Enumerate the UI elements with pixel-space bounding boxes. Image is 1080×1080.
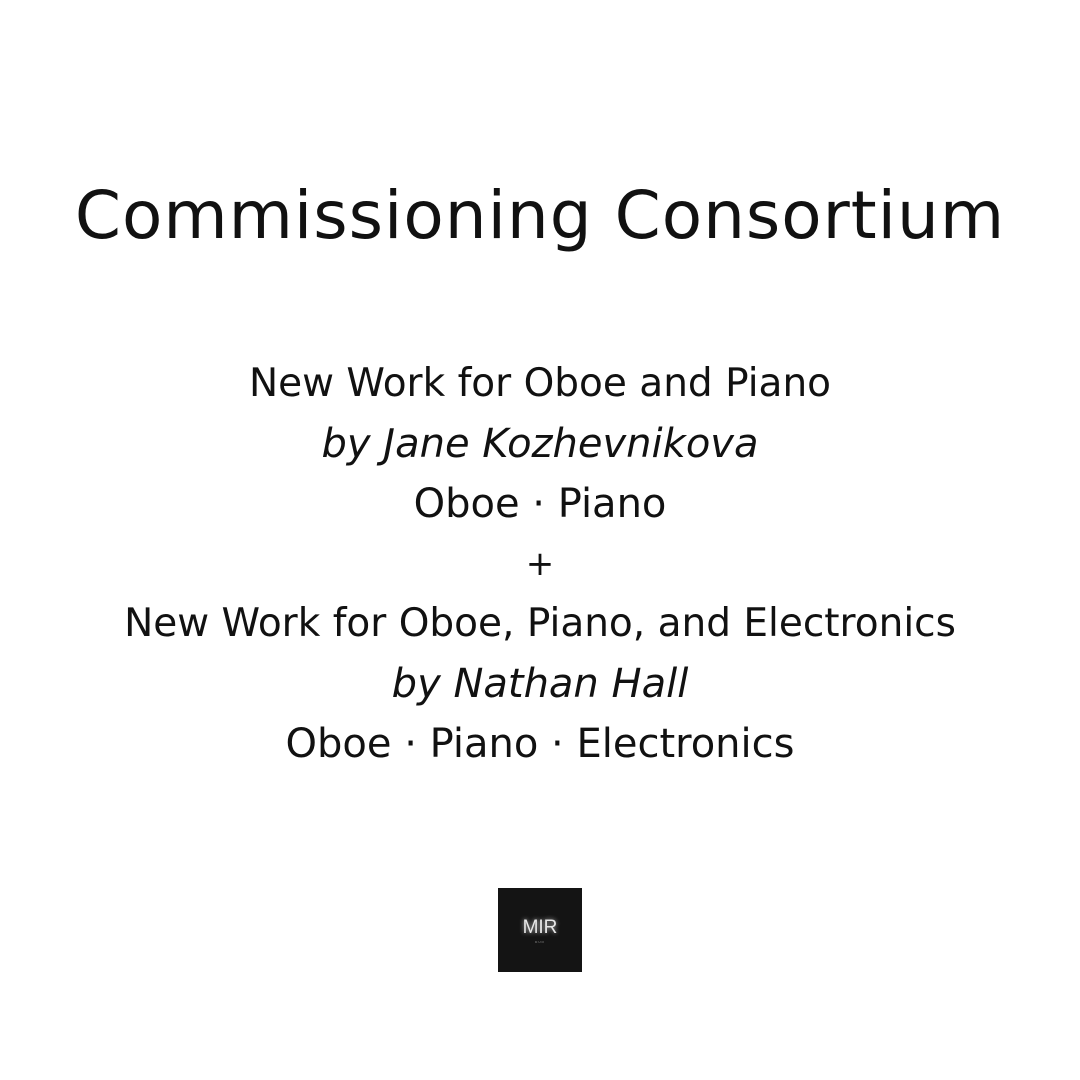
work-1-composer: by Jane Kozhevnikova [321, 421, 759, 467]
work-1-instrumentation: Oboe · Piano [413, 481, 667, 527]
work-2-title: New Work for Oboe, Piano, and Electronics [124, 601, 956, 646]
mir-logo [498, 888, 582, 972]
work-2-composer: by Nathan Hall [391, 661, 689, 707]
work-1-title: New Work for Oboe and Piano [248, 361, 832, 406]
logo-subtext: DUO [535, 940, 545, 944]
works-separator: + [525, 544, 555, 584]
page-title: Commissioning Consortium [74, 177, 1006, 254]
work-2-instrumentation: Oboe · Piano · Electronics [285, 721, 795, 767]
logo-text: MIR [522, 917, 558, 938]
